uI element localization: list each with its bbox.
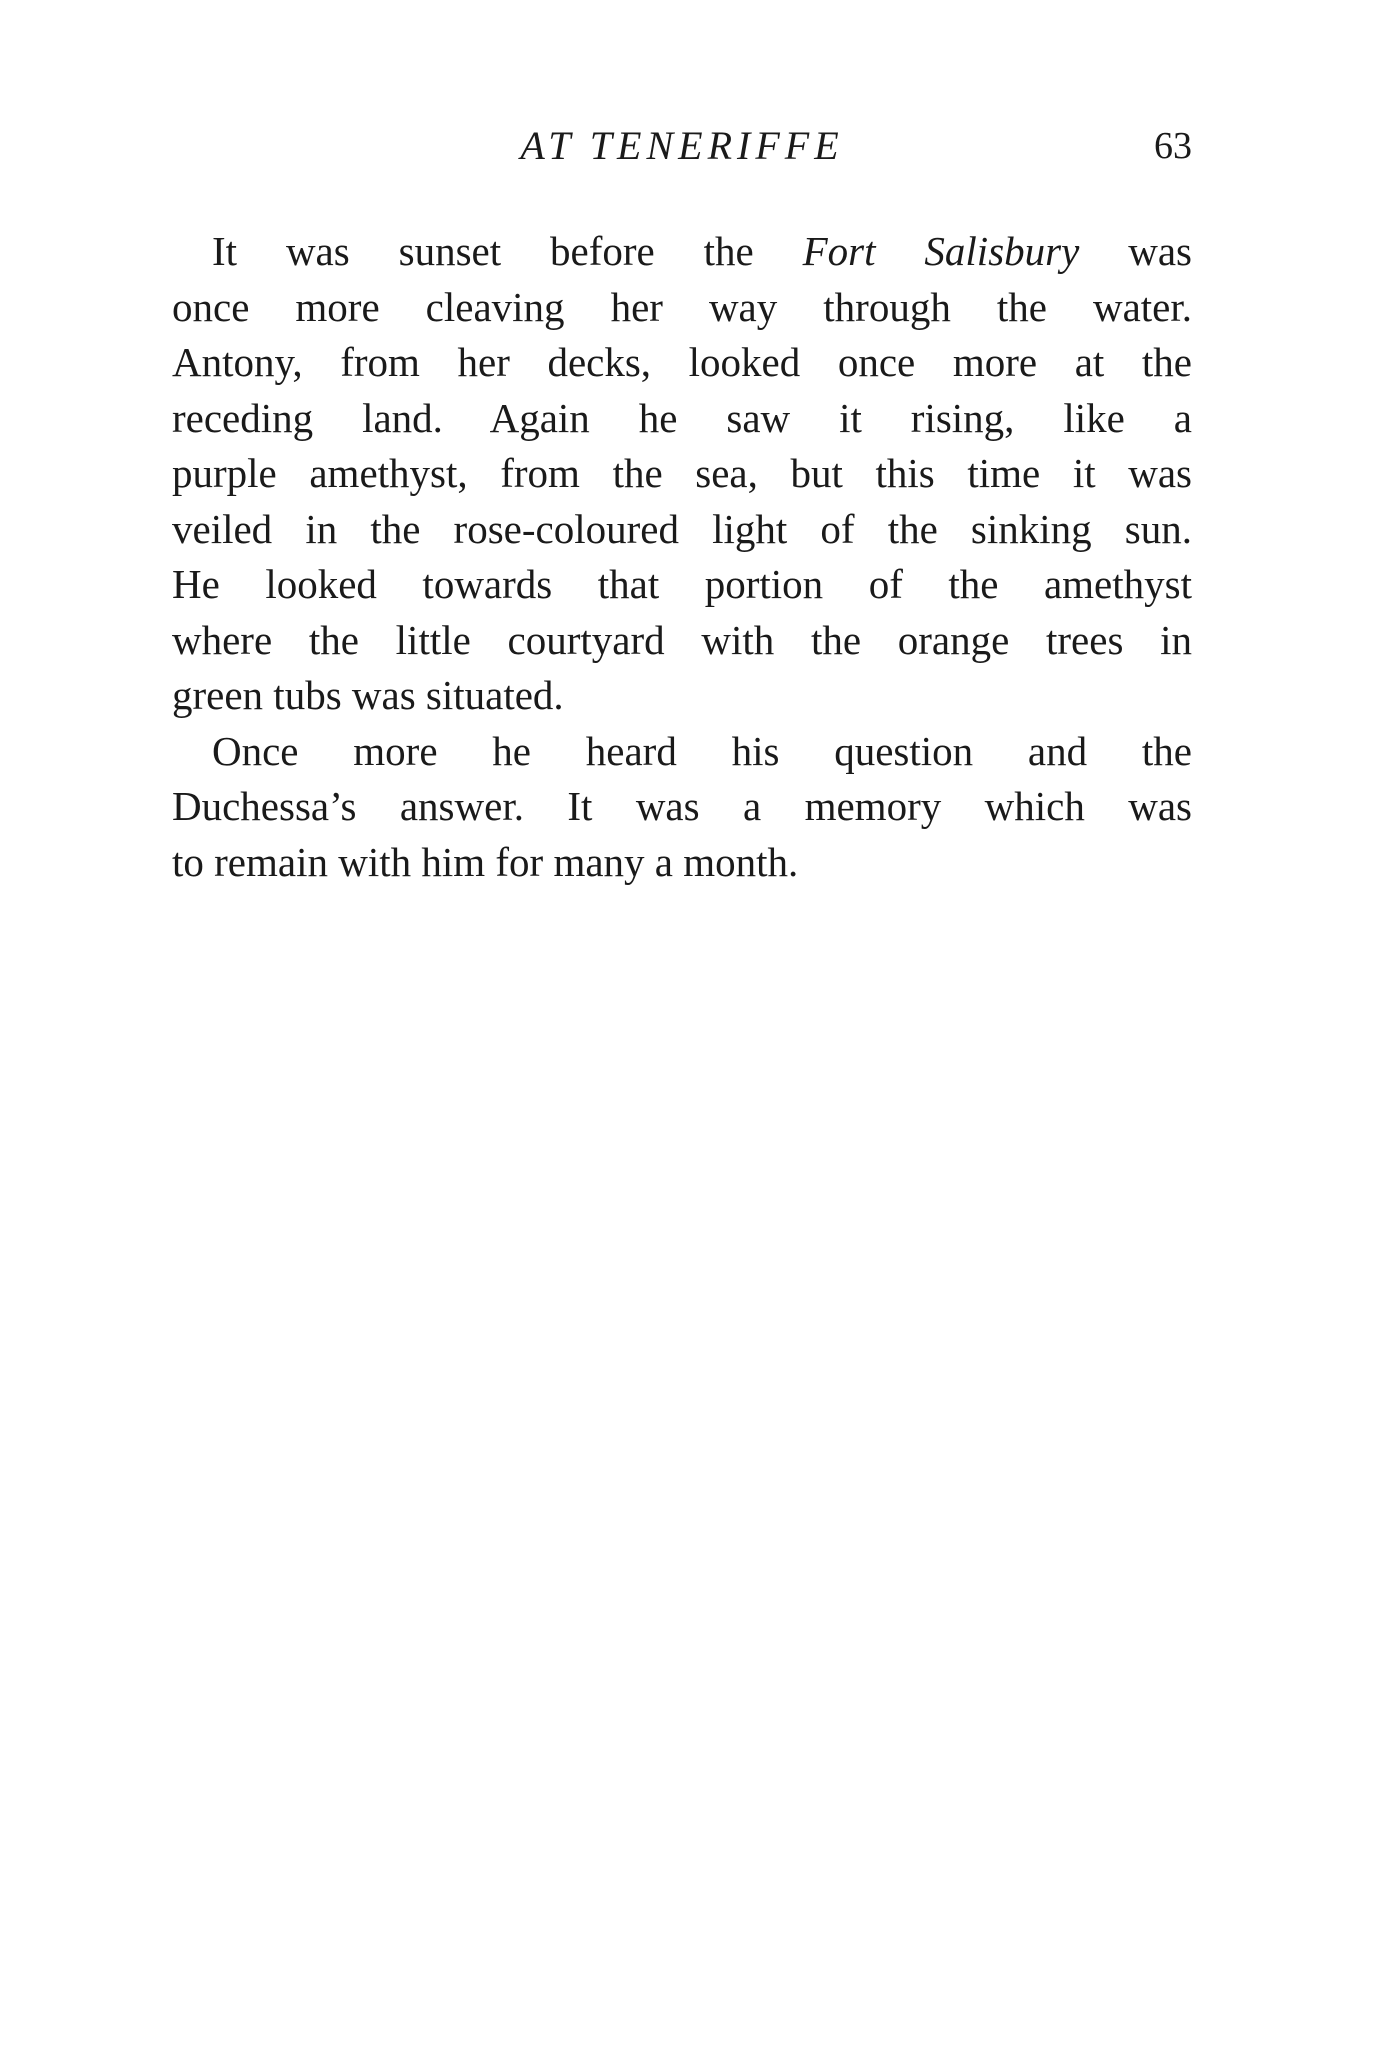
body-text (172, 224, 1192, 890)
page-number: 63 (1154, 125, 1192, 167)
text-line: It was sunset before the Fort Salisbury was (212, 228, 1192, 274)
text-line: receding land. Again he saw it rising, like a (172, 394, 1192, 441)
text-line: once more cleaving her way through the water. (172, 283, 1192, 330)
paragraph-2 (172, 724, 1192, 891)
text-line: He looked towards that portion of the amethyst (172, 561, 1192, 607)
text-line: to remain with him for many a month. (172, 838, 799, 885)
paragraph-1 (172, 224, 1192, 724)
running-title: AT TENERIFFE (520, 123, 844, 168)
text-line: veiled in the rose-coloured light of the sinking sun. (172, 505, 1192, 552)
text-line: Duchessa’s answer. It was a memory which was (172, 783, 1192, 829)
text-line: where the little courtyard with the orange trees in (172, 616, 1192, 663)
running-head (172, 122, 1192, 182)
text-line: purple amethyst, from the sea, but this time it was (172, 450, 1192, 496)
text-line: Once more he heard his question and the (212, 727, 1192, 774)
ship-name: Fort Salisbury (802, 228, 1080, 274)
text-line: Antony, from her decks, looked once more at the (172, 339, 1192, 385)
text-line: green tubs was situated. (172, 672, 564, 718)
